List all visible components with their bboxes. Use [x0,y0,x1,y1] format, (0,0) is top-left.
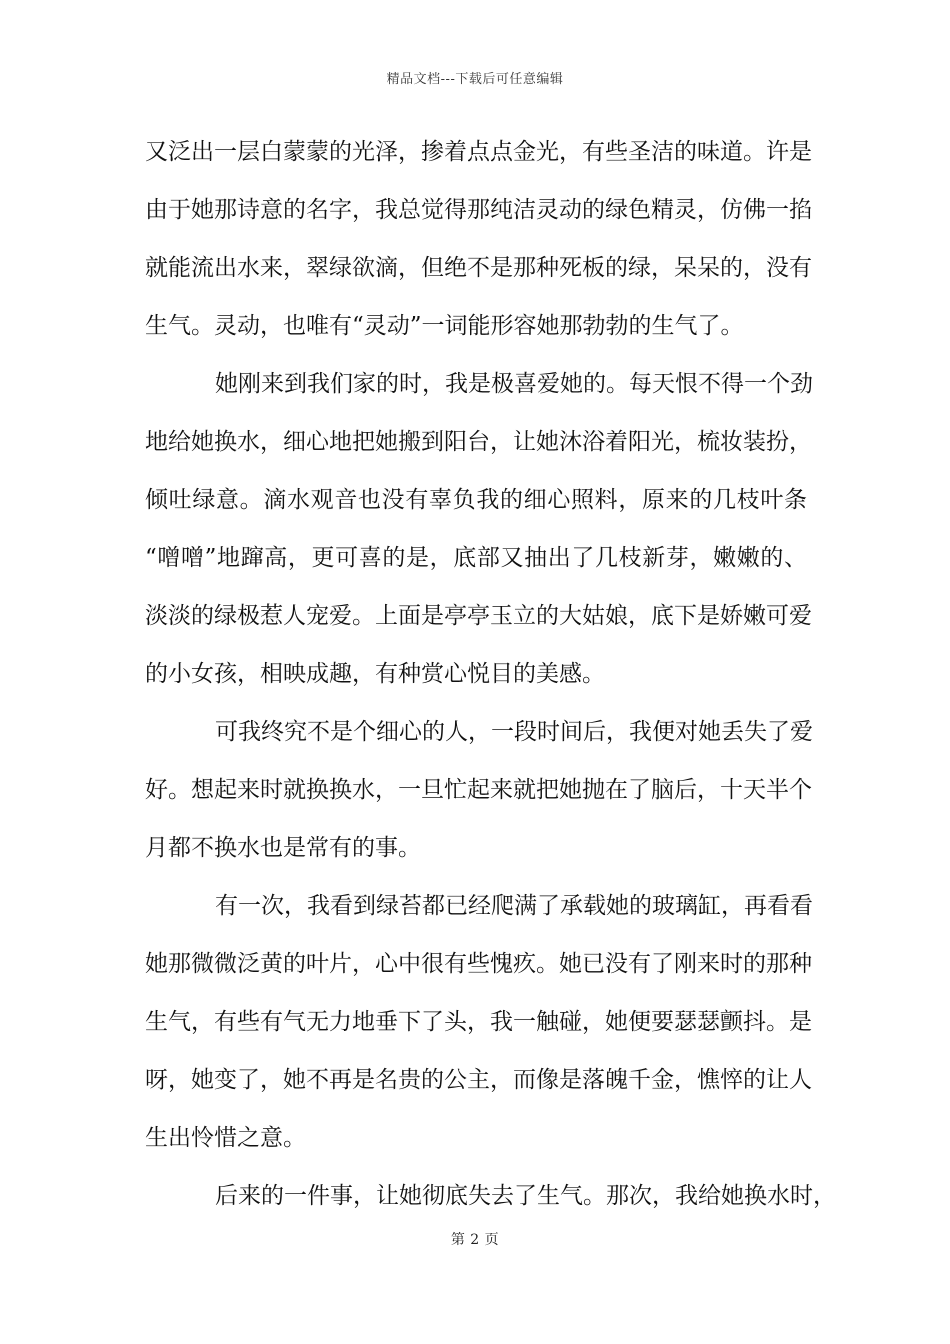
text-line: 好。想起来时就换换水，一旦忙起来就把她抛在了脑后，十天半个 [145,777,812,803]
text-line: 月都不换水也是常有的事。 [145,835,421,861]
paragraph [145,883,813,1173]
text-line: 她刚来到我们家的时，我是极喜爱她的。每天恨不得一个劲 [215,371,813,397]
text-line: 由于她那诗意的名字，我总觉得那纯洁灵动的绿色精灵，仿佛一掐 [145,197,812,223]
text-line: 生气，有些有气无力地垂下了头，我一触碰，她便要瑟瑟颤抖。是 [145,1009,812,1035]
text-line: 生出怜惜之意。 [145,1125,306,1151]
text-line: 地给她换水，细心地把她搬到阳台，让她沐浴着阳光，梳妆装扮， [145,429,812,455]
body-text [145,129,836,1231]
paragraph [145,709,813,883]
page-header: 精品文档---下载后可任意编辑 [386,72,564,87]
paragraph [145,361,813,709]
text-line: 呀，她变了，她不再是名贵的公主，而像是落魄千金，憔悴的让人 [145,1067,812,1093]
text-line: 可我终究不是个细心的人，一段时间后，我便对她丢失了爱 [215,719,813,745]
text-line: 有一次，我看到绿苔都已经爬满了承载她的玻璃缸，再看看 [215,893,813,919]
text-line: 又泛出一层白蒙蒙的光泽，掺着点点金光，有些圣洁的味道。许是 [145,139,812,165]
paragraph [145,1173,836,1231]
text-line: 就能流出水来，翠绿欲滴，但绝不是那种死板的绿，呆呆的，没有 [145,255,812,281]
text-line: 后来的一件事，让她彻底失去了生气。那次，我给她换水时， [215,1183,836,1209]
text-line: “噌噌”地蹿高，更可喜的是，底部又抽出了几枝新芽，嫩嫩的、 [145,545,807,571]
text-line: 她那微微泛黄的叶片，心中很有些愧疚。她已没有了刚来时的那种 [145,951,812,977]
text-line: 淡淡的绿极惹人宠爱。上面是亭亭玉立的大姑娘，底下是娇嫩可爱 [145,603,812,629]
text-line: 生气。灵动，也唯有“灵动”一词能形容她那勃勃的生气了。 [145,313,744,339]
text-line: 倾吐绿意。滴水观音也没有辜负我的细心照料，原来的几枝叶条 [145,487,807,513]
page-number: 第 2 页 [450,1232,500,1248]
text-line: 的小女孩，相映成趣，有种赏心悦目的美感。 [145,661,605,687]
paragraph [145,129,812,361]
